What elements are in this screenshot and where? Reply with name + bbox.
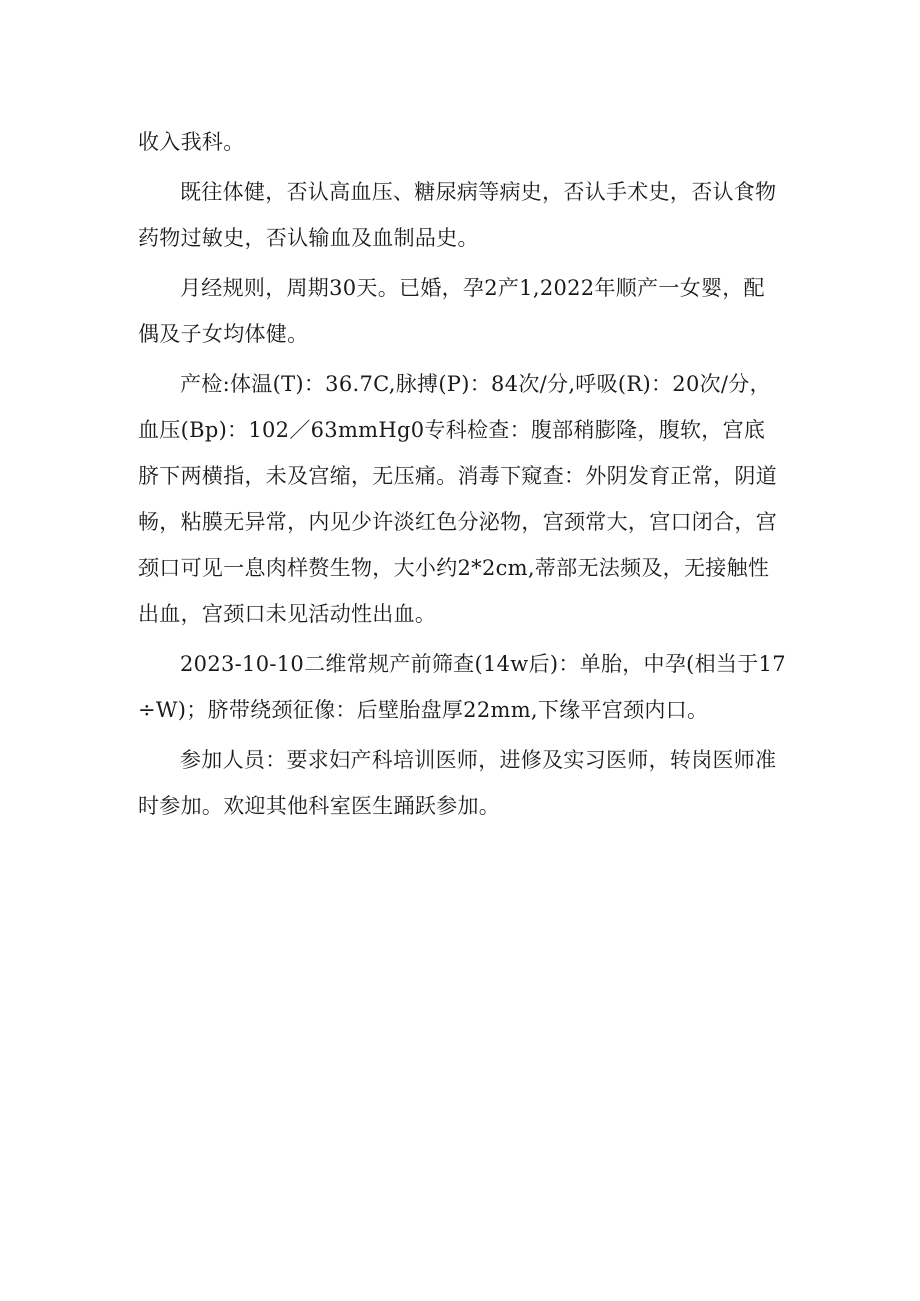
paragraph-participants: 参加人员：要求妇产科培训医师，进修及实习医师，转岗医师准时参加。欢迎其他科室医生踊跃参加。: [138, 748, 777, 818]
paragraph-menstrual-history: 月经规则，周期30天。已婚，孕2产1,2022年顺产一女婴，配偶及子女均体健。: [138, 276, 765, 346]
document-body: [138, 119, 786, 833]
paragraph-past-history: 既往体健，否认高血压、糖尿病等病史，否认手术史，否认食物药物过敏史，否认输血及血制品史。: [138, 180, 777, 250]
paragraph-ultrasound: 2023-10-10二维常规产前筛查(14w后)：单胎，中孕(相当于17÷W)；脐带绕颈征像：后壁胎盘厚22mm,下缘平宫颈内口。: [138, 652, 786, 722]
paragraph-examination: 产检:体温(T)：36.7C,脉搏(P)：84次/分,呼吸(R)：20次/分，血压(Bp)：102／63mmHg0专科检查：腹部稍膨隆，腹软，宫底脐下两横指，未及宫缩，无压痛。消毒下窥查：外阴发育正常，阴道畅，粘膜无异常，内见少许淡红色分泌物，宫颈常大，宫口闭合，宫颈口可见一息肉样赘生物，大小约2*2cm,蒂部无法频及，无接触性出血，宫颈口未见活动性出血。: [138, 372, 777, 626]
paragraph-admission: 收入我科。: [138, 130, 245, 154]
